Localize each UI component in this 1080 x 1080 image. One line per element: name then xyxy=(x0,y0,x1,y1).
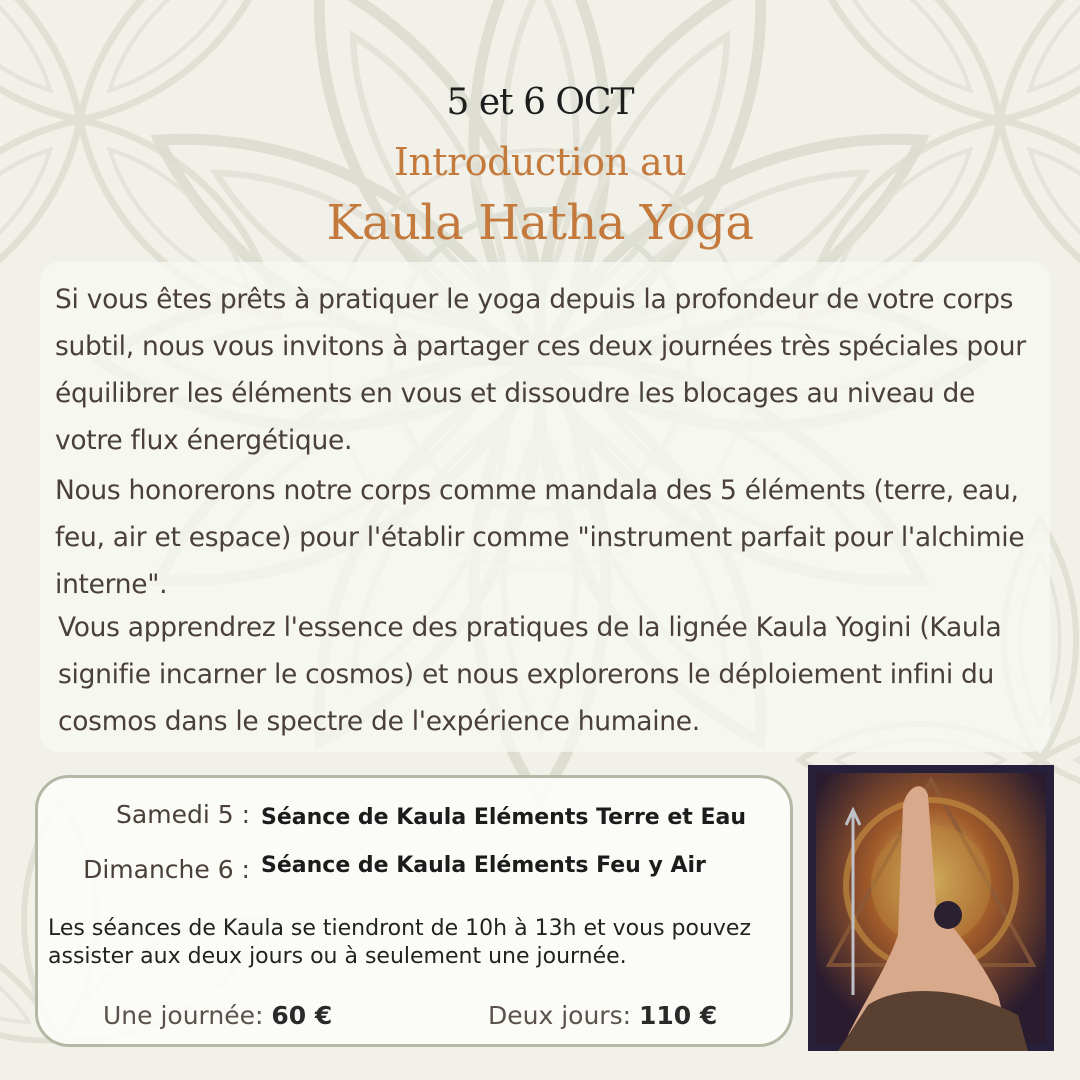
price-two-days-value: 110 € xyxy=(638,1001,718,1030)
title-line-2: Kaula Hatha Yoga xyxy=(326,195,754,251)
event-date: 5 et 6 OCT xyxy=(446,82,634,123)
description-paragraph-2: Nous honorerons notre corps comme mandala des 5 éléments (terre, eau, feu, air et espace) pour l'établir comme "instrument parfait pour l'alchimie interne". xyxy=(55,475,1025,600)
schedule-day-saturday: Samedi 5 : xyxy=(116,800,250,829)
price-two-days-label: Deux jours: xyxy=(488,1001,632,1030)
title-line-1: Introduction au xyxy=(393,140,687,184)
schedule-session-saturday: Séance de Kaula Eléments Terre et Eau xyxy=(261,805,747,830)
schedule-day-sunday: Dimanche 6 : xyxy=(83,855,250,884)
schedule-session-sunday: Séance de Kaula Eléments Feu y Air xyxy=(261,853,706,878)
price-one-day-label: Une journée: xyxy=(103,1001,264,1030)
price-one-day xyxy=(103,1001,332,1030)
yogini-painting xyxy=(808,765,1054,1051)
price-one-day-value: 60 € xyxy=(271,1001,333,1030)
price-two-days xyxy=(488,1001,717,1030)
description-paragraph-1: Si vous êtes prêts à pratiquer le yoga depuis la profondeur de votre corps subtil, nous vous invitons à partager ces deux journées très spéciales pour équilibrer les éléments en vous et dissoudre les blocages au niveau de votre flux énergétique. xyxy=(55,284,1026,456)
schedule-note: Les séances de Kaula se tiendront de 10h à 13h et vous pouvez assister aux deux jours ou à seulement une journée. xyxy=(48,916,752,969)
description-paragraph-3: Vous apprendrez l'essence des pratiques de la lignée Kaula Yogini (Kaula signifie incarner le cosmos) et nous explorerons le déploiement infini du cosmos dans le spectre de l'expérience humaine. xyxy=(58,612,1002,737)
